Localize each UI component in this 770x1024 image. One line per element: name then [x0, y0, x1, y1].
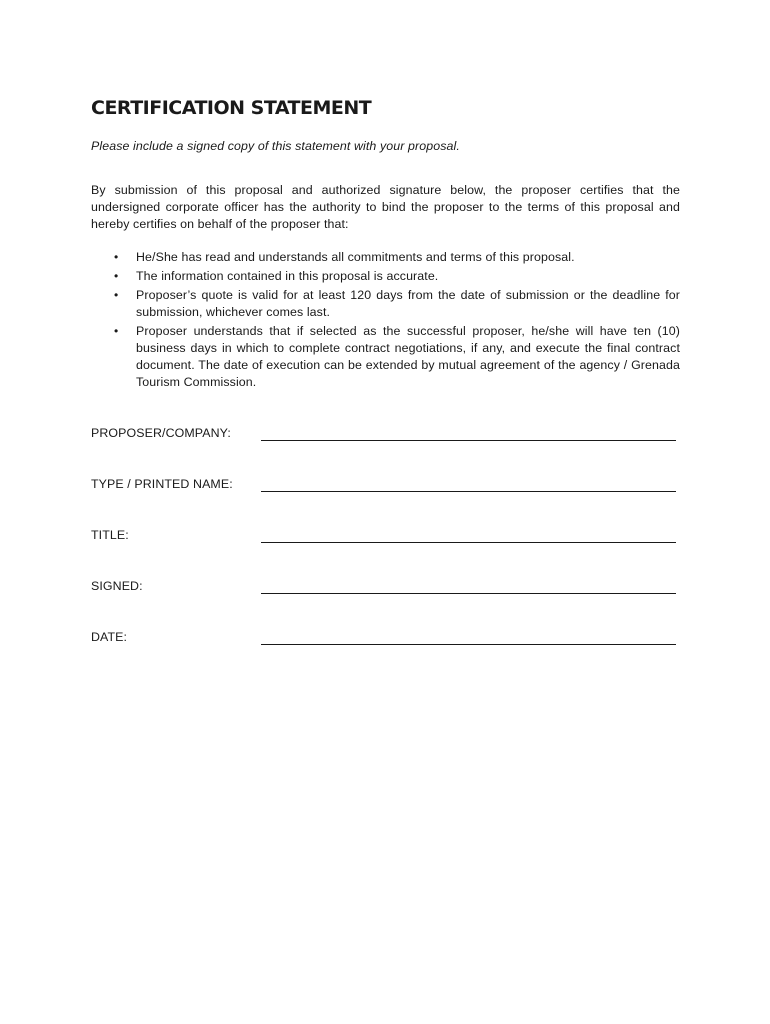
field-label: PROPOSER/COMPANY:: [91, 426, 231, 440]
signature-input-line[interactable]: [261, 593, 676, 594]
field-label: DATE:: [91, 630, 128, 644]
certification-item: [91, 268, 680, 285]
printed-name-input-line[interactable]: [261, 491, 676, 492]
field-date: [91, 621, 680, 672]
document-content: [91, 96, 680, 672]
instruction-text: Please include a signed copy of this statement with your proposal.: [91, 139, 460, 153]
field-label: TITLE:: [91, 528, 129, 542]
certification-list: [91, 249, 680, 391]
field-label: TYPE / PRINTED NAME:: [91, 477, 233, 491]
bullet-icon: •: [114, 250, 119, 264]
proposer-company-input-line[interactable]: [261, 440, 676, 441]
field-signed: [91, 570, 680, 621]
field-title: [91, 519, 680, 570]
field-printed-name: [91, 468, 680, 519]
bullet-icon: •: [114, 324, 119, 338]
intro-paragraph: By submission of this proposal and authorized signature below, the proposer certifies that the undersigned corporate officer has the authority to bind the proposer to the terms of this proposal and hereby certifies on behalf of the proposer that:: [91, 183, 680, 231]
signature-fields: [91, 417, 680, 672]
bullet-icon: •: [114, 288, 119, 302]
document-title: CERTIFICATION STATEMENT: [91, 97, 372, 119]
certification-item: [91, 287, 680, 321]
certification-item: [91, 323, 680, 391]
bullet-icon: •: [114, 269, 119, 283]
title-input-line[interactable]: [261, 542, 676, 543]
certification-text: Proposer’s quote is valid for at least 120 days from the date of submission or the deadline for submission, whichever comes last.: [136, 288, 680, 319]
field-proposer-company: [91, 417, 680, 468]
field-label: SIGNED:: [91, 579, 143, 593]
certification-item: [91, 249, 680, 266]
certification-text: Proposer understands that if selected as the successful proposer, he/she will have ten (10) business days in which to complete contract negotiations, if any, and execute the final contract document. The date of execution can be extended by mutual agreement of the agency / Grenada Tourism Commission.: [136, 324, 680, 389]
certification-text: The information contained in this proposal is accurate.: [136, 269, 439, 283]
certification-text: He/She has read and understands all commitments and terms of this proposal.: [136, 250, 575, 264]
date-input-line[interactable]: [261, 644, 676, 645]
